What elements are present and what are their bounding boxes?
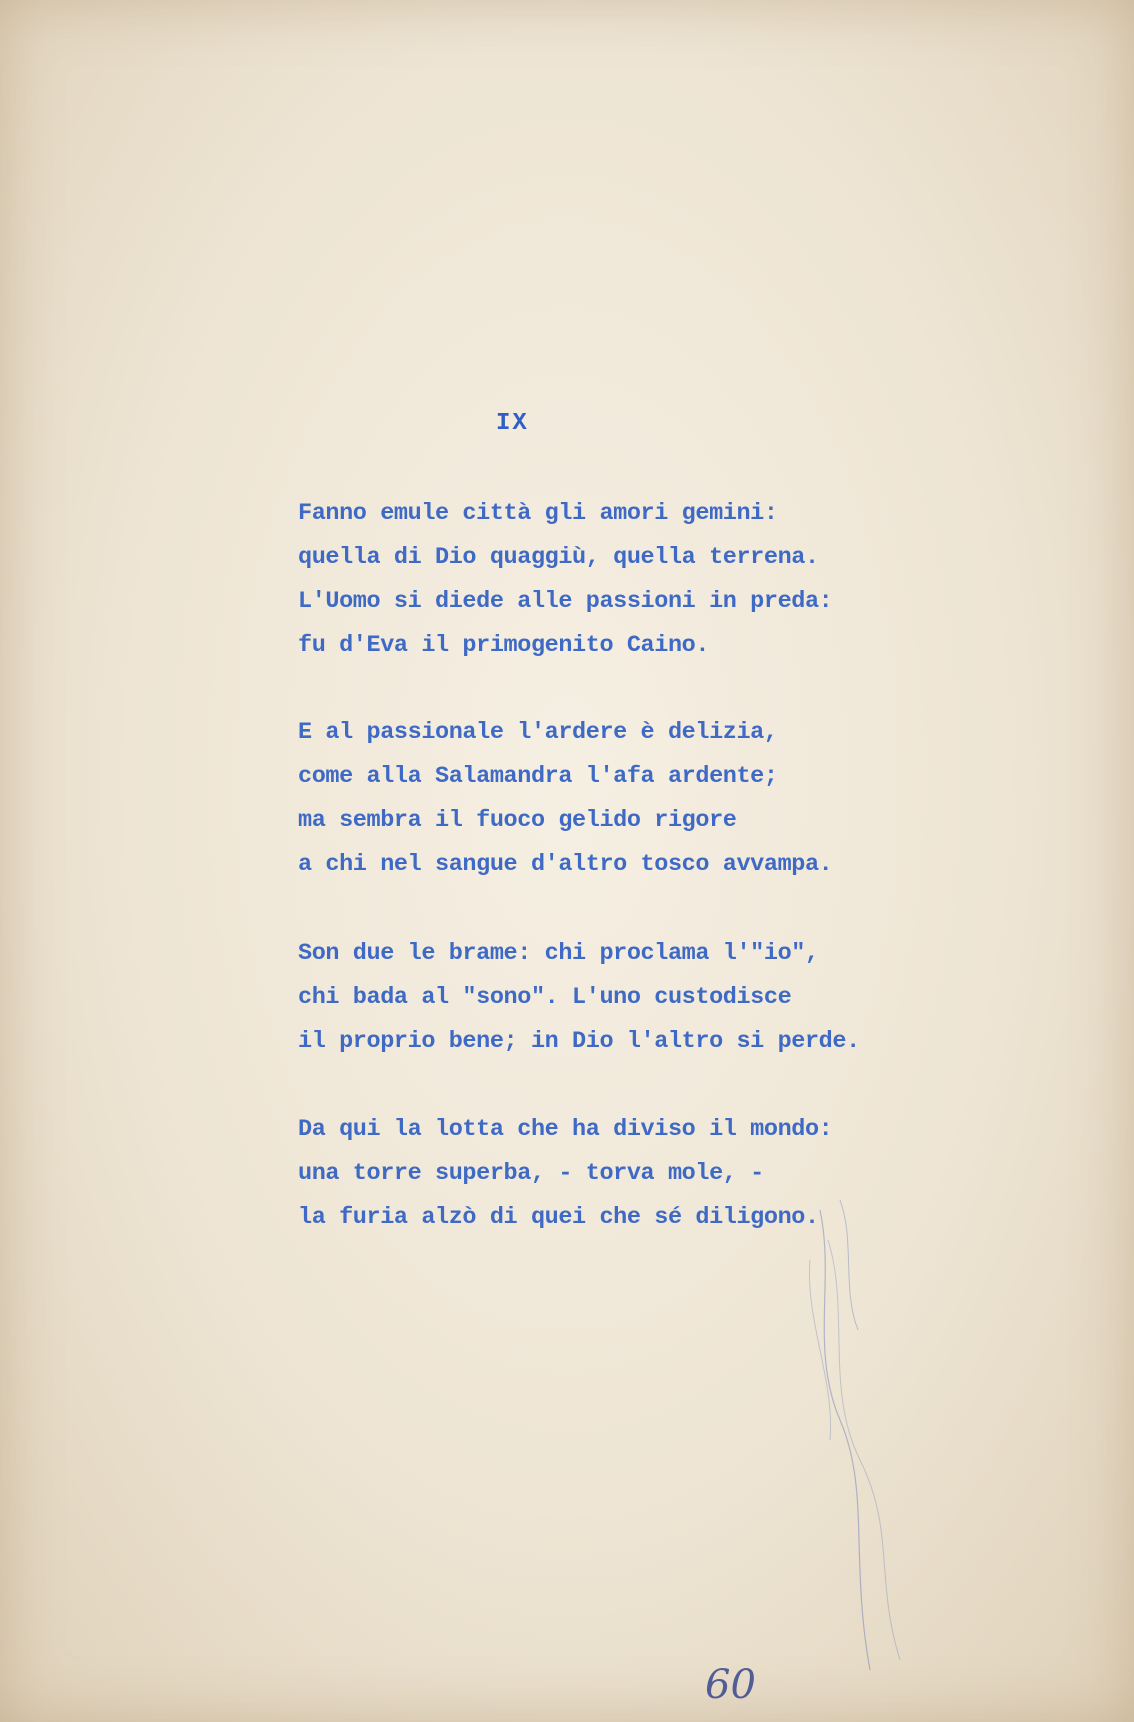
- verse-line: a chi nel sangue d'altro tosco avvampa.: [298, 851, 833, 878]
- verse-line: Son due le brame: chi proclama l'"io",: [298, 940, 819, 967]
- verse-line: il proprio bene; in Dio l'altro si perde.: [298, 1028, 860, 1055]
- handwritten-page-number: 60: [705, 1662, 756, 1708]
- verse-line: Fanno emule città gli amori gemini:: [298, 500, 778, 527]
- verse-line: ma sembra il fuoco gelido rigore: [298, 807, 737, 834]
- verse-line: la furia alzò di quei che sé diligono.: [298, 1204, 819, 1231]
- verse-line: E al passionale l'ardere è delizia,: [298, 719, 778, 746]
- verse-line: fu d'Eva il primogenito Caino.: [298, 632, 710, 659]
- verse-line: L'Uomo si diede alle passioni in preda:: [298, 588, 833, 615]
- paper-fiber-marks: [780, 1200, 960, 1680]
- poem-numeral: IX: [496, 410, 529, 437]
- verse-line: una torre superba, - torva mole, -: [298, 1160, 764, 1187]
- stanza-1: [298, 492, 938, 668]
- verse-line: quella di Dio quaggiù, quella terrena.: [298, 544, 819, 571]
- stanza-2: [298, 711, 938, 887]
- verse-line: Da qui la lotta che ha diviso il mondo:: [298, 1116, 833, 1143]
- stanza-3: [298, 932, 938, 1064]
- verse-line: chi bada al "sono". L'uno custodisce: [298, 984, 792, 1011]
- stanza-4: [298, 1108, 938, 1240]
- verse-line: come alla Salamandra l'afa ardente;: [298, 763, 778, 790]
